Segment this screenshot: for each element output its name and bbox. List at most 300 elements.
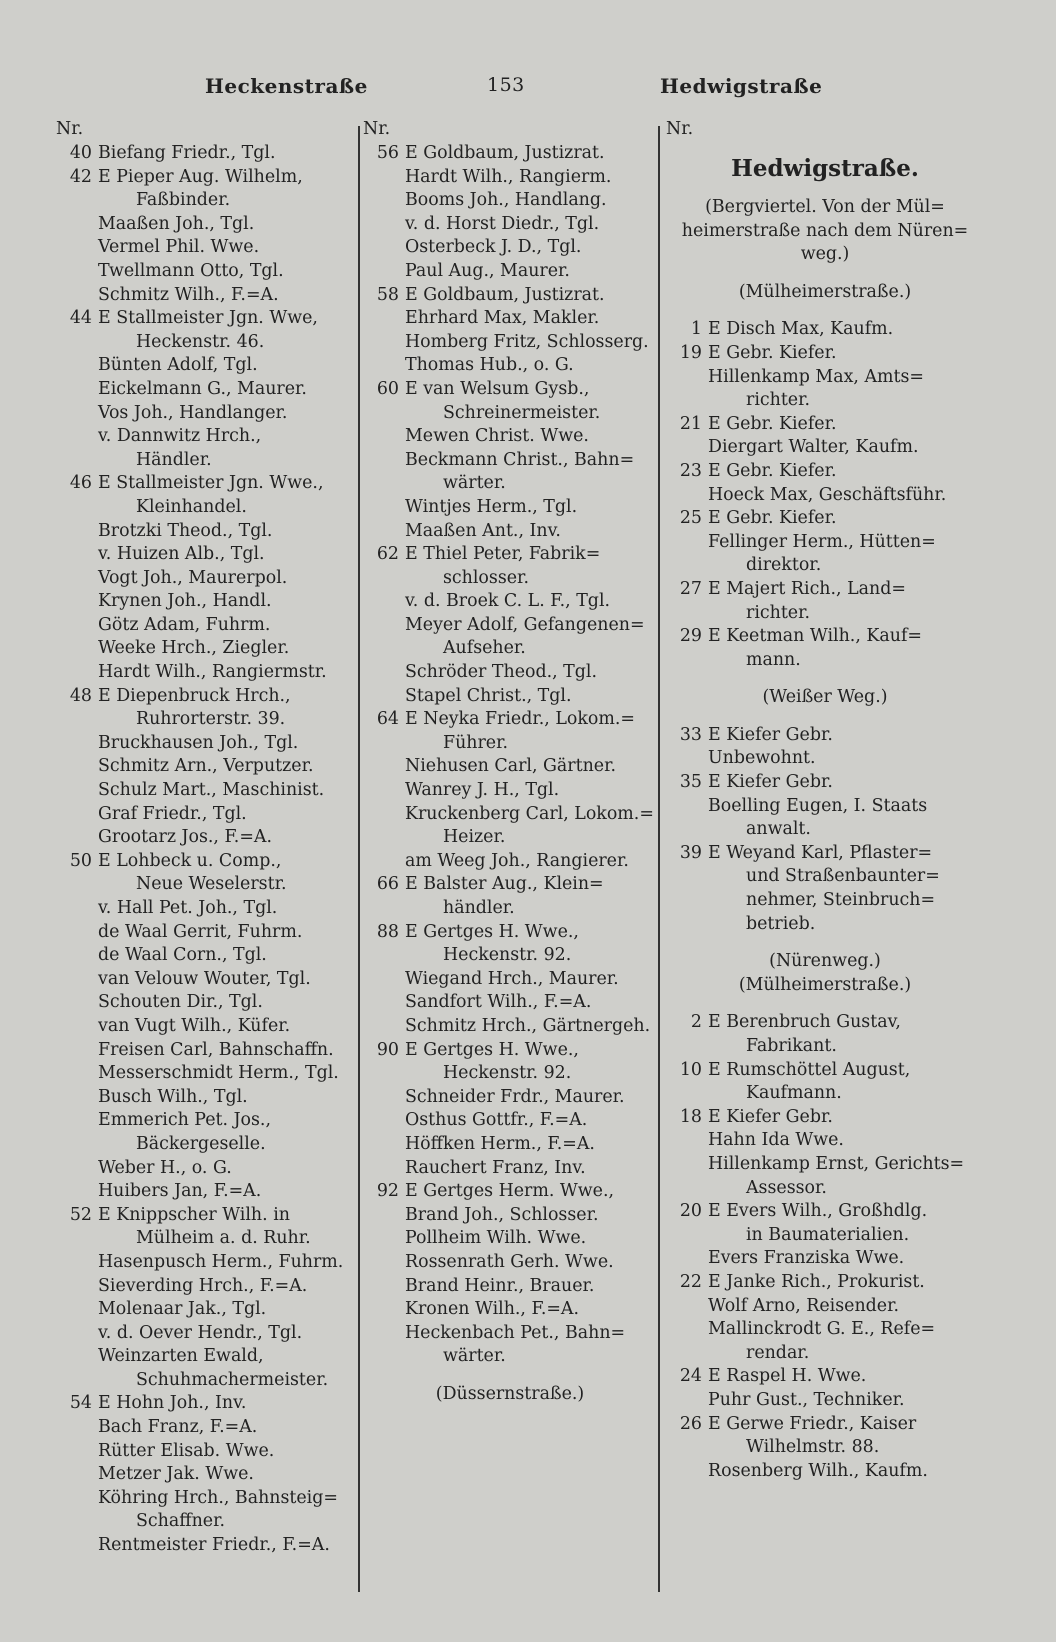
- entry-text: am Weeg Joh., Rangierer.: [405, 850, 629, 871]
- entry-text: E Knippscher Wilh. in: [98, 1204, 290, 1225]
- entry-continuation: richter.: [746, 390, 811, 411]
- entry-text: Unbewohnt.: [708, 748, 816, 769]
- entry-text: Wiegand Hrch., Maurer.: [405, 968, 619, 989]
- entry-text: Messerschmidt Herm., Tgl.: [98, 1063, 339, 1084]
- directory-entry: [666, 342, 984, 366]
- entry-text: Hardt Wilh., Rangiermstr.: [98, 662, 327, 683]
- directory-entry: [363, 496, 657, 520]
- entry-continuation: Kleinhandel.: [136, 496, 247, 517]
- entry-text: Mewen Christ. Wwe.: [405, 426, 589, 447]
- house-number: 1: [690, 319, 702, 340]
- entry-text: Eickelmann G., Maurer.: [98, 378, 307, 399]
- entry-continuation: Wilhelmstr. 88.: [746, 1437, 880, 1458]
- spacer: [666, 710, 984, 724]
- spacer: [666, 997, 984, 1011]
- house-number: 10: [679, 1059, 702, 1080]
- entry-continuation: betrieb.: [746, 913, 816, 934]
- directory-entry: [363, 378, 657, 402]
- column-3-list-2: [666, 724, 984, 936]
- intro-line: heimerstraße nach dem Nüren=: [681, 220, 969, 241]
- house-number: 19: [679, 342, 702, 363]
- directory-entry: [666, 1153, 984, 1177]
- directory-entry: [363, 708, 657, 732]
- column-3-list-3: [666, 1011, 984, 1483]
- entry-text: v. d. Oever Hendr., Tgl.: [98, 1322, 303, 1343]
- entry-text: Bruckhausen Joh., Tgl.: [98, 732, 299, 753]
- entry-text: Höffken Herm., F.=A.: [405, 1133, 595, 1154]
- directory-entry: [363, 1251, 657, 1275]
- directory-entry: [56, 1322, 356, 1346]
- directory-entry: [363, 732, 657, 756]
- entry-text: E Goldbaum, Justizrat.: [405, 143, 605, 163]
- entry-text: E Kiefer Gebr.: [708, 1106, 833, 1127]
- directory-entry: [56, 402, 356, 426]
- column-2: [363, 118, 657, 1406]
- house-number: 58: [376, 284, 399, 305]
- house-number: 66: [376, 874, 399, 895]
- entry-text: Vos Joh., Handlanger.: [98, 402, 288, 423]
- entry-text: Brand Joh., Schlosser.: [405, 1204, 599, 1225]
- entry-text: Bach Franz, F.=A.: [98, 1417, 258, 1438]
- directory-entry: [56, 520, 356, 544]
- entry-continuation: nehmer, Steinbruch=: [746, 890, 936, 911]
- directory-entry: [363, 449, 657, 473]
- entry-text: Vogt Joh., Maurerpol.: [98, 567, 288, 588]
- directory-entry: [363, 166, 657, 190]
- house-number: 40: [69, 143, 92, 163]
- entry-text: E Keetman Wilh., Kauf=: [708, 626, 922, 647]
- entry-text: de Waal Gerrit, Fuhrm.: [98, 921, 303, 942]
- directory-entry: [363, 354, 657, 378]
- house-number: 22: [679, 1271, 702, 1292]
- entry-text: Rosenberg Wilh., Kaufm.: [708, 1460, 928, 1481]
- entry-text: Grootarz Jos., F.=A.: [98, 827, 272, 848]
- entry-continuation: anwalt.: [746, 819, 811, 840]
- entry-text: E Gebr. Kiefer.: [708, 413, 837, 434]
- entry-text: Bünten Adolf, Tgl.: [98, 355, 258, 376]
- entry-text: Schmitz Arn., Verputzer.: [98, 756, 314, 777]
- entry-text: Pollheim Wilh. Wwe.: [405, 1228, 587, 1249]
- entry-text: Schmitz Wilh., F.=A.: [98, 284, 279, 305]
- entry-text: Götz Adam, Fuhrm.: [98, 614, 271, 635]
- directory-entry: [666, 484, 984, 508]
- entry-text: Maaßen Ant., Inv.: [405, 520, 561, 541]
- directory-entry: [56, 378, 356, 402]
- directory-entry: [363, 142, 657, 166]
- entry-text: E Lohbeck u. Comp.,: [98, 850, 282, 871]
- directory-entry: [56, 685, 356, 709]
- house-number: 62: [376, 544, 399, 565]
- directory-entry: [363, 1039, 657, 1063]
- directory-entry: [363, 213, 657, 237]
- directory-entry: [363, 567, 657, 591]
- entry-text: Puhr Gust., Techniker.: [708, 1389, 905, 1410]
- directory-entry: [56, 236, 356, 260]
- entry-text: Hoeck Max, Geschäftsführ.: [708, 484, 947, 505]
- entry-text: Sieverding Hrch., F.=A.: [98, 1275, 308, 1296]
- directory-entry: [56, 1510, 356, 1534]
- directory-entry: [363, 1345, 657, 1369]
- house-number: 42: [69, 166, 92, 187]
- entry-text: Schouten Dir., Tgl.: [98, 992, 263, 1013]
- house-number: 48: [69, 685, 92, 706]
- directory-entry: [56, 189, 356, 213]
- entry-text: E Gebr. Kiefer.: [708, 508, 837, 529]
- column-3: [666, 118, 984, 1483]
- entry-text: van Velouw Wouter, Tgl.: [98, 968, 311, 989]
- directory-entry: [56, 1392, 356, 1416]
- house-number: 92: [376, 1181, 399, 1202]
- directory-entry: [666, 1106, 984, 1130]
- directory-entry: [56, 496, 356, 520]
- house-number: 46: [69, 473, 92, 494]
- directory-entry: [56, 1062, 356, 1086]
- directory-entry: [56, 1275, 356, 1299]
- entry-text: v. Huizen Alb., Tgl.: [98, 544, 265, 565]
- entry-text: Wanrey J. H., Tgl.: [405, 780, 560, 801]
- directory-entry: [56, 826, 356, 850]
- directory-entry: [56, 873, 356, 897]
- directory-entry: [666, 1413, 984, 1437]
- entry-continuation: Assessor.: [746, 1177, 827, 1198]
- entry-text: Stapel Christ., Tgl.: [405, 685, 572, 706]
- entry-text: Evers Franziska Wwe.: [708, 1248, 905, 1269]
- entry-text: Beckmann Christ., Bahn=: [405, 449, 635, 470]
- entry-text: Fellinger Herm., Hütten=: [708, 531, 936, 552]
- house-number: 27: [679, 578, 702, 599]
- directory-entry: [666, 724, 984, 748]
- entry-continuation: Heizer.: [443, 827, 506, 848]
- directory-entry: [363, 1275, 657, 1299]
- directory-entry: [666, 318, 984, 342]
- directory-entry: [56, 284, 356, 308]
- entry-text: Schneider Frdr., Maurer.: [405, 1086, 625, 1107]
- entry-text: Schmitz Hrch., Gärtnergeh.: [405, 1015, 651, 1036]
- directory-entry: [56, 1298, 356, 1322]
- entry-text: Diergart Walter, Kaufm.: [708, 437, 919, 458]
- directory-entry: [666, 1247, 984, 1271]
- house-number: 52: [69, 1204, 92, 1225]
- entry-text: Thomas Hub., o. G.: [405, 355, 574, 376]
- entry-text: Freisen Carl, Bahnschaffn.: [98, 1039, 334, 1060]
- directory-entry: [363, 260, 657, 284]
- entry-continuation: Kaufmann.: [746, 1083, 842, 1104]
- entry-continuation: Ruhrorterstr. 39.: [136, 709, 286, 730]
- directory-entry: [363, 236, 657, 260]
- directory-entry: [56, 1227, 356, 1251]
- entry-text: E Pieper Aug. Wilhelm,: [98, 166, 303, 187]
- entry-text: E Raspel H. Wwe.: [708, 1366, 867, 1387]
- house-number: 90: [376, 1039, 399, 1060]
- directory-entry: [56, 921, 356, 945]
- entry-text: Huibers Jan, F.=A.: [98, 1181, 262, 1202]
- entry-text: E Gerwe Friedr., Kaiser: [708, 1413, 917, 1434]
- entry-text: E Gertges H. Wwe.,: [405, 1039, 579, 1060]
- directory-entry: [666, 1082, 984, 1106]
- entry-text: Booms Joh., Handlang.: [405, 190, 607, 211]
- entry-text: Mallinckrodt G. E., Refe=: [708, 1319, 936, 1340]
- entry-text: Rossenrath Gerh. Wwe.: [405, 1251, 614, 1272]
- directory-entry: [56, 944, 356, 968]
- directory-entry: [666, 1059, 984, 1083]
- entry-continuation: Heckenstr. 46.: [136, 331, 265, 352]
- directory-entry: [56, 331, 356, 355]
- entry-text: Boelling Eugen, I. Staats: [708, 795, 928, 816]
- directory-entry: [666, 1200, 984, 1224]
- house-number: 29: [679, 626, 702, 647]
- entry-text: Wintjes Herm., Tgl.: [405, 496, 578, 517]
- directory-entry: [363, 284, 657, 308]
- column-rule-right: [658, 126, 660, 1592]
- intro-line: weg.): [800, 244, 850, 265]
- directory-entry: [363, 850, 657, 874]
- entry-text: E Stallmeister Jgn. Wwe,: [98, 308, 318, 329]
- house-number: 2: [690, 1012, 702, 1033]
- directory-entry: [363, 897, 657, 921]
- section-label: (Weißer Weg.): [762, 687, 888, 708]
- column-rule-left: [358, 126, 360, 1592]
- directory-entry: [56, 897, 356, 921]
- directory-entry: [56, 307, 356, 331]
- entry-text: Wolf Arno, Reisender.: [708, 1295, 900, 1316]
- house-number: 20: [679, 1201, 702, 1222]
- directory-entry: [56, 1463, 356, 1487]
- entry-continuation: in Baumaterialien.: [746, 1224, 910, 1245]
- column-3-list-1: [666, 318, 984, 672]
- directory-entry: [363, 1109, 657, 1133]
- directory-entry: [363, 1180, 657, 1204]
- directory-entry: [363, 991, 657, 1015]
- house-number: 25: [679, 508, 702, 529]
- directory-entry: [56, 708, 356, 732]
- entry-text: E Neyka Friedr., Lokom.=: [405, 709, 635, 730]
- entry-continuation: Aufseher.: [443, 638, 526, 659]
- entry-text: Krynen Joh., Handl.: [98, 591, 272, 612]
- column-1-list: [56, 142, 356, 1558]
- directory-entry: [56, 661, 356, 685]
- entry-text: E Hohn Joh., Inv.: [98, 1393, 247, 1414]
- directory-entry: [666, 649, 984, 673]
- entry-continuation: händler.: [443, 898, 515, 918]
- entry-text: Homberg Fritz, Schlosserg.: [405, 331, 649, 352]
- entry-continuation: schlosser.: [443, 567, 529, 588]
- directory-entry: [56, 614, 356, 638]
- directory-entry: [363, 1086, 657, 1110]
- directory-entry: [56, 425, 356, 449]
- column-1-header: Nr.: [56, 119, 84, 139]
- entry-text: Osterbeck J. D., Tgl.: [405, 237, 582, 258]
- directory-entry: [56, 449, 356, 473]
- directory-entry: [56, 213, 356, 237]
- entry-text: E Majert Rich., Land=: [708, 578, 906, 599]
- entry-continuation: Händler.: [136, 449, 212, 470]
- house-number: 64: [376, 709, 399, 730]
- entry-text: Maaßen Joh., Tgl.: [98, 213, 255, 234]
- entry-text: Twellmann Otto, Tgl.: [98, 260, 284, 281]
- entry-continuation: Neue Weselerstr.: [136, 874, 287, 895]
- entry-text: Graf Friedr., Tgl.: [98, 803, 247, 824]
- entry-continuation: Führer.: [443, 732, 509, 753]
- entry-text: E van Welsum Gysb.,: [405, 378, 590, 399]
- directory-entry: [666, 1342, 984, 1366]
- directory-entry: [666, 747, 984, 771]
- directory-entry: [56, 1015, 356, 1039]
- entry-continuation: Schaffner.: [136, 1511, 225, 1532]
- directory-entry: [56, 354, 356, 378]
- running-head-right: Hedwigstraße: [660, 74, 823, 98]
- directory-entry: [666, 913, 984, 937]
- entry-continuation: Mülheim a. d. Ruhr.: [136, 1228, 311, 1249]
- entry-text: E Stallmeister Jgn. Wwe.,: [98, 473, 324, 494]
- entry-text: Osthus Gottfr., F.=A.: [405, 1110, 588, 1131]
- entry-text: v. d. Horst Diedr., Tgl.: [405, 213, 600, 234]
- directory-entry: [666, 1177, 984, 1201]
- house-number: 18: [679, 1106, 702, 1127]
- entry-text: Sandfort Wilh., F.=A.: [405, 992, 592, 1013]
- directory-entry: [666, 436, 984, 460]
- entry-text: Hahn Ida Wwe.: [708, 1130, 844, 1151]
- entry-text: Biefang Friedr., Tgl.: [98, 143, 276, 163]
- directory-entry: [56, 1180, 356, 1204]
- entry-continuation: Heckenstr. 92.: [443, 945, 572, 966]
- directory-entry: [666, 1011, 984, 1035]
- entry-continuation: Schreinermeister.: [443, 402, 601, 423]
- entry-text: Kronen Wilh., F.=A.: [405, 1299, 580, 1320]
- directory-entry: [666, 1295, 984, 1319]
- directory-entry: [363, 944, 657, 968]
- entry-continuation: und Straßenbaunter=: [746, 866, 940, 887]
- entry-text: van Vugt Wilh., Küfer.: [98, 1015, 291, 1036]
- house-number: 33: [679, 724, 702, 745]
- entry-text: Ehrhard Max, Makler.: [405, 308, 600, 329]
- directory-entry: [363, 921, 657, 945]
- entry-continuation: Schuhmachermeister.: [136, 1369, 329, 1390]
- entry-text: Metzer Jak. Wwe.: [98, 1464, 254, 1485]
- entry-text: Emmerich Pet. Jos.,: [98, 1110, 271, 1131]
- directory-entry: [56, 1369, 356, 1393]
- directory-entry: [56, 590, 356, 614]
- entry-continuation: richter.: [746, 602, 811, 623]
- entry-text: E Thiel Peter, Fabrik=: [405, 544, 601, 565]
- directory-entry: [666, 507, 984, 531]
- directory-entry: [363, 661, 657, 685]
- entry-continuation: wärter.: [443, 473, 506, 494]
- column-2-list: [363, 142, 657, 1369]
- directory-entry: [363, 873, 657, 897]
- entry-text: Weeke Hrch., Ziegler.: [98, 638, 290, 659]
- entry-text: E Balster Aug., Klein=: [405, 874, 604, 895]
- directory-entry: [363, 472, 657, 496]
- entry-continuation: Bäckergeselle.: [136, 1133, 266, 1154]
- entry-text: Köhring Hrch., Bahnsteig=: [98, 1487, 338, 1508]
- entry-text: Weber H., o. G.: [98, 1157, 232, 1178]
- page-number: 153: [487, 74, 525, 96]
- directory-entry: [666, 1436, 984, 1460]
- house-number: 21: [679, 413, 702, 434]
- directory-entry: [363, 968, 657, 992]
- entry-text: Hillenkamp Max, Amts=: [708, 366, 924, 387]
- house-number: 88: [376, 921, 399, 942]
- entry-text: E Janke Rich., Prokurist.: [708, 1271, 925, 1292]
- directory-entry: [363, 307, 657, 331]
- spacer: [666, 672, 984, 686]
- directory-entry: [363, 189, 657, 213]
- directory-entry: [363, 755, 657, 779]
- directory-entry: [56, 1157, 356, 1181]
- entry-text: Rauchert Franz, Inv.: [405, 1157, 586, 1178]
- directory-entry: [56, 567, 356, 591]
- directory-entry: [56, 1534, 356, 1558]
- entry-text: Schulz Mart., Maschinist.: [98, 780, 325, 801]
- spacer: [666, 936, 984, 950]
- directory-entry: [56, 1251, 356, 1275]
- house-number: 44: [69, 308, 92, 329]
- directory-entry: [666, 771, 984, 795]
- entry-continuation: wärter.: [443, 1346, 506, 1367]
- entry-text: Paul Aug., Maurer.: [405, 260, 570, 281]
- directory-entry: [56, 803, 356, 827]
- directory-entry: [363, 637, 657, 661]
- entry-text: Vermel Phil. Wwe.: [98, 237, 260, 258]
- entry-text: E Weyand Karl, Pflaster=: [708, 842, 933, 863]
- entry-text: Meyer Adolf, Gefangenen=: [405, 614, 645, 635]
- directory-entry: [56, 991, 356, 1015]
- directory-entry: [56, 732, 356, 756]
- directory-entry: [363, 803, 657, 827]
- directory-entry: [666, 554, 984, 578]
- entry-text: E Rumschöttel August,: [708, 1059, 911, 1080]
- house-number: 39: [679, 842, 702, 863]
- intro-line: (Bergviertel. Von der Mül=: [705, 197, 945, 217]
- entry-text: Heckenbach Pet., Bahn=: [405, 1322, 626, 1343]
- directory-entry: [363, 520, 657, 544]
- entry-text: E Berenbruch Gustav,: [708, 1012, 901, 1033]
- entry-text: Busch Wilh., Tgl.: [98, 1086, 248, 1107]
- directory-entry: [363, 331, 657, 355]
- directory-entry: [666, 1271, 984, 1295]
- directory-entry: [363, 590, 657, 614]
- entry-continuation: mann.: [746, 649, 801, 670]
- column-3-header: Nr.: [666, 119, 694, 139]
- entry-text: Hasenpusch Herm., Fuhrm.: [98, 1251, 344, 1272]
- directory-entry: [56, 1345, 356, 1369]
- directory-entry: [666, 1460, 984, 1484]
- directory-entry: [56, 260, 356, 284]
- entry-continuation: rendar.: [746, 1342, 810, 1363]
- directory-entry: [666, 1318, 984, 1342]
- house-number: 56: [376, 143, 399, 163]
- directory-entry: [56, 1204, 356, 1228]
- directory-entry: [666, 1365, 984, 1389]
- entry-text: E Gertges H. Wwe.,: [405, 921, 579, 942]
- entry-text: E Gertges Herm. Wwe.,: [405, 1181, 615, 1202]
- entry-text: Kruckenberg Carl, Lokom.=: [405, 803, 654, 824]
- directory-entry: [666, 366, 984, 390]
- spacer: [363, 1369, 657, 1383]
- directory-entry: [666, 602, 984, 626]
- directory-entry: [666, 625, 984, 649]
- directory-entry: [56, 755, 356, 779]
- directory-entry: [666, 889, 984, 913]
- entry-text: Hillenkamp Ernst, Gerichts=: [708, 1153, 965, 1174]
- directory-entry: [363, 779, 657, 803]
- directory-entry: [666, 389, 984, 413]
- entry-text: Weinzarten Ewald,: [98, 1346, 264, 1367]
- directory-entry: [363, 1133, 657, 1157]
- directory-entry: [363, 543, 657, 567]
- directory-entry: [666, 531, 984, 555]
- house-number: 23: [679, 460, 702, 481]
